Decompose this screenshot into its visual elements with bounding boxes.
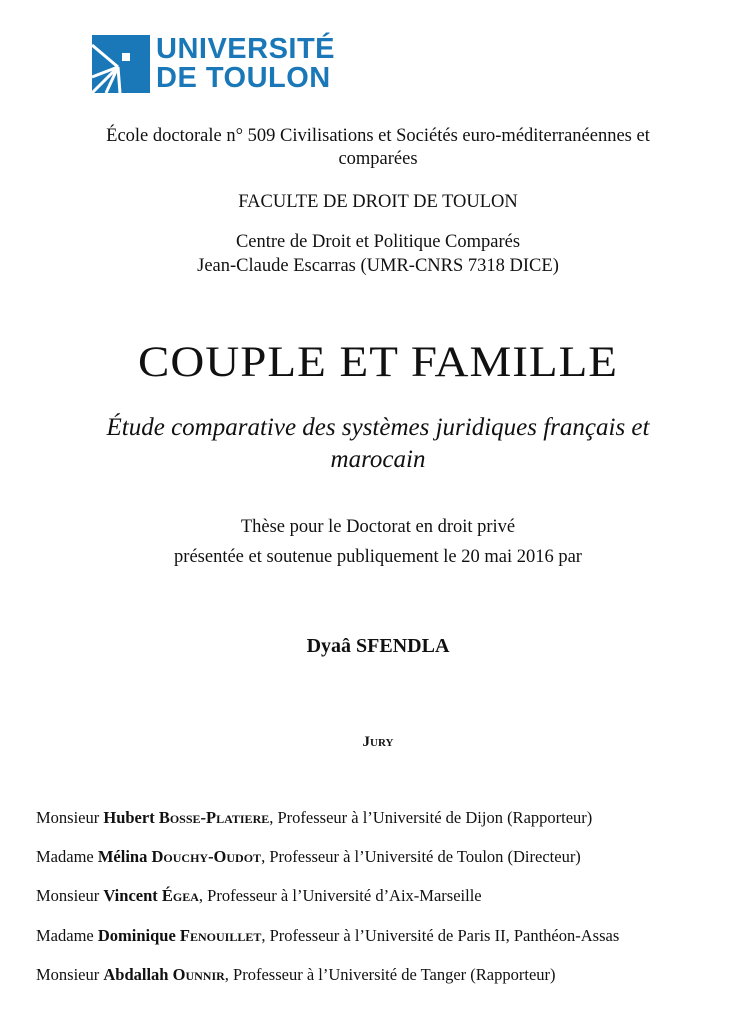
ecole-line1: École doctorale n° 509 Civilisations et Sociétés euro-méditerranéennes et [106, 126, 650, 146]
jury-member: Monsieur Vincent Égea, Professeur à l’Université d’Aix-Marseille [36, 886, 482, 905]
jury-member: Madame Dominique Fenouillet, Professeur à l’Université de Paris II, Panthéon-Assas [36, 926, 620, 945]
university-logo [92, 33, 335, 95]
thesis-title: COUPLE ET FAMILLE [137, 338, 619, 386]
logo-line2: DE TOULON [156, 62, 331, 94]
faculte: FACULTE DE DROIT DE TOULON [238, 192, 518, 212]
thesis-line2: présentée et soutenue publiquement le 20 mai 2016 par [174, 547, 582, 567]
author-name: Dyaâ SFENDLA [306, 635, 450, 657]
logo-mark-icon [92, 35, 150, 93]
subtitle-line2: marocain [330, 446, 426, 473]
subtitle-line1: Étude comparative des systèmes juridiques français et [106, 414, 650, 441]
jury-member: Monsieur Abdallah Ounnir, Professeur à l’Université de Tanger (Rapporteur) [36, 965, 556, 984]
thesis-line1: Thèse pour le Doctorat en droit privé [240, 517, 516, 537]
jury-member: Madame Mélina Douchy-Oudot, Professeur à l’Université de Toulon (Directeur) [36, 847, 581, 866]
centre-line1: Centre de Droit et Politique Comparés [235, 232, 521, 252]
centre-line2: Jean-Claude Escarras (UMR-CNRS 7318 DICE) [197, 256, 559, 276]
ecole-line2: comparées [338, 149, 418, 169]
jury-member: Monsieur Hubert Bosse-Platiere, Professeur à l’Université de Dijon (Rapporteur) [36, 808, 593, 827]
jury-heading: Jury [362, 734, 394, 750]
logo-line1: UNIVERSITÉ [156, 33, 336, 65]
